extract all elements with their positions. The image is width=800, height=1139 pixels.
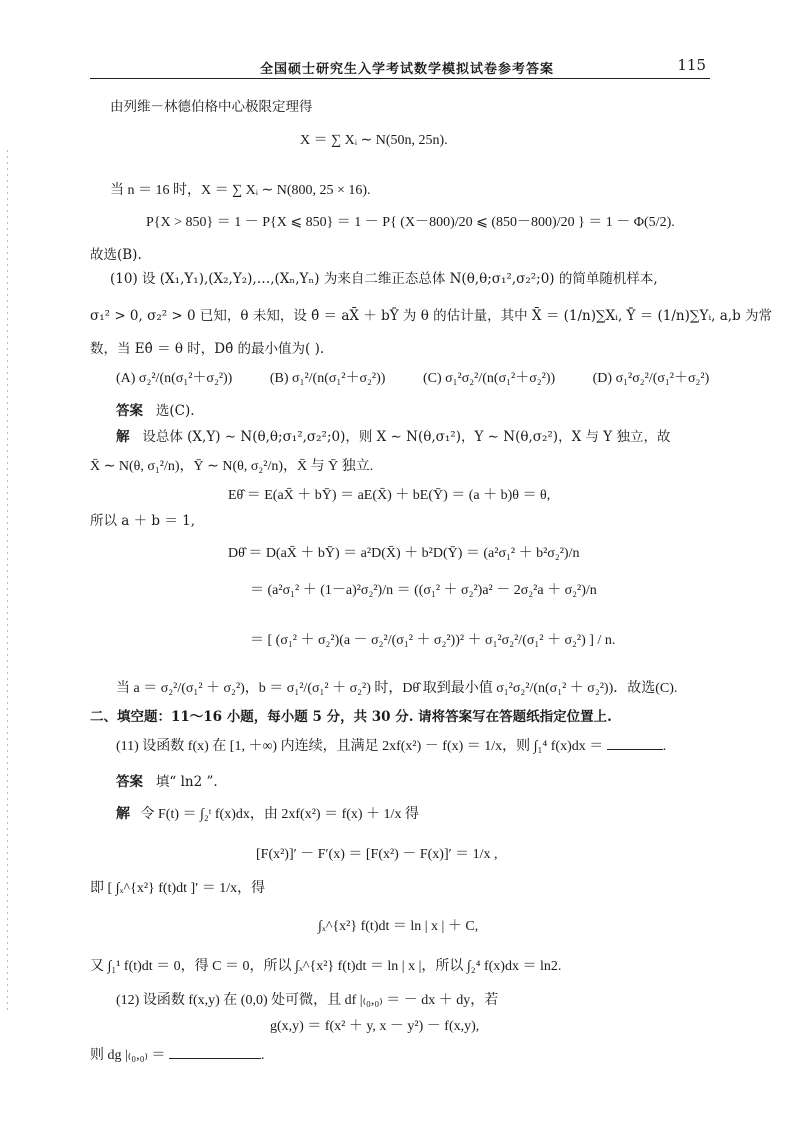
solution-11-conclusion: 又 ∫₁¹ f(t)dt ＝ 0，得 C ＝ 0，所以 ∫ₓ^{x²} f(t)dt ＝ ln | x |，所以 ∫₂⁴ f(x)dx ＝ ln2. <box>90 959 562 974</box>
question-10-stem: σ₁² > 0, σ₂² > 0 已知，θ 未知，设 θ̂ ＝ aX̄ ＋ bȲ 为 θ 的估计量，其中 X̄ ＝ (1/n)∑Xᵢ, Ȳ ＝ (1/n)∑Yᵢ, a,b 为常 <box>90 308 773 324</box>
question-12-stem: (12) 设函数 f(x,y) 在 (0,0) 处可微，且 df |₍₀,₀₎ ＝ － dx ＋ dy，若 <box>116 993 499 1008</box>
answer-10 <box>116 402 195 420</box>
solution-10-line <box>116 428 670 446</box>
solution-text: 设总体 (X,Y) ∼ N(θ,θ;σ₁²,σ₂²;0)，则 X ∼ N(θ,σ₁²)，Y ∼ N(θ,σ₂²)，X 与 Y 独立，故 <box>142 429 671 445</box>
solution-label: 解 <box>116 429 130 445</box>
equation-variance: ＝ (a²σ₁² ＋ (1－a)²σ₂²)/n ＝ ((σ₁² ＋ σ₂²)a² － 2σ₂²a ＋ σ₂²)/n <box>250 583 597 598</box>
equation-variance: Dθ̂ ＝ D(aX̄ ＋ bȲ) ＝ a²D(X̄) ＋ b²D(Ȳ) ＝ (a²σ₁² ＋ b²σ₂²)/n <box>228 546 580 561</box>
equation-n16: 当 n ＝ 16 时，X ＝ ∑ Xᵢ ∼ N(800, 25 × 16). <box>110 183 371 198</box>
answer-blank-12 <box>169 1046 261 1059</box>
solution-label: 解 <box>116 807 130 822</box>
header-title: 全国硕士研究生入学考试数学模拟试卷参考答案 <box>260 62 555 77</box>
question-12-ask: 则 dg |₍₀,₀₎ ＝ . <box>90 1048 265 1063</box>
question-10-stem: (10) 设 (X₁,Y₁),(X₂,Y₂),…,(Xₙ,Yₙ) 为来自二维正态总体 N(θ,θ;σ₁²,σ₂²;0) 的简单随机样本, <box>110 271 658 287</box>
option-c: (C) σ₁²σ₂²/(n(σ₁²＋σ₂²)) <box>422 371 556 386</box>
equation-derivative: [F(x²)]′ － F′(x) ＝ [F(x²) － F(x)]′ ＝ 1/x , <box>256 847 498 862</box>
running-header <box>90 56 710 79</box>
solution-11-line <box>116 806 419 824</box>
equation-integral: ∫ₓ^{x²} f(t)dt ＝ ln | x | ＋ C, <box>318 919 479 934</box>
equation-clt: X ＝ ∑ Xᵢ ∼ N(50n, 25n). <box>300 133 448 148</box>
question-12-text: 则 dg |₍₀,₀₎ ＝ <box>90 1048 166 1063</box>
option-d: (D) σ₁²σ₂²/(σ₁²＋σ₂²) <box>592 371 710 386</box>
question-11-stem: (11) 设函数 f(x) 在 [1, ＋∞) 内连续，且满足 2xf(x²) － f(x) ＝ 1/x，则 ∫₁⁴ f(x)dx ＝ . <box>116 739 667 754</box>
answer-value: 填“ ln2 ”. <box>155 774 218 790</box>
answer-label: 答案 <box>116 774 143 790</box>
equation-probability: P{X > 850} ＝ 1 － P{X ⩽ 850} ＝ 1 － P{ (X－800)/20 ⩽ (850－800)/20 } ＝ 1 － Φ(5/2). <box>146 215 675 230</box>
question-10-stem: 数，当 Eθ̂ ＝ θ 时，Dθ̂ 的最小值为( ). <box>90 341 325 357</box>
section-heading-fill-in: 二、填空题：11～16 小题，每小题 5 分，共 30 分. 请将答案写在答题纸指定位置上. <box>90 709 612 725</box>
solution-10-conclusion: 当 a ＝ σ₂²/(σ₁² ＋ σ₂²)，b ＝ σ₁²/(σ₁² ＋ σ₂²) 时，Dθ̂ 取到最小值 σ₁²σ₂²/(n(σ₁² ＋ σ₂²))．故选(C). <box>116 681 678 696</box>
question-10-options <box>116 370 709 388</box>
answer-value: 选(C). <box>155 403 195 419</box>
answer-blank-11 <box>607 737 663 750</box>
equation-g: g(x,y) ＝ f(x² ＋ y, x － y²) － f(x,y), <box>270 1019 480 1034</box>
solution-text: 令 F(t) ＝ ∫₂ᵗ f(x)dx，由 2xf(x²) ＝ f(x) ＋ 1/x 得 <box>140 807 419 822</box>
text-line: 故选(B). <box>90 247 142 263</box>
option-b: (B) σ₁²/(n(σ₁²＋σ₂²)) <box>269 371 386 386</box>
option-a: (A) σ₂²/(n(σ₁²＋σ₂²)) <box>116 371 233 386</box>
text-line: 由列维－林德伯格中心极限定理得 <box>110 99 313 115</box>
solution-11-line: 即 [ ∫ₓ^{x²} f(t)dt ]′ ＝ 1/x，得 <box>90 881 266 896</box>
equation-variance: ＝ [ (σ₁² ＋ σ₂²)(a － σ₂²/(σ₁² ＋ σ₂²))² ＋ σ₁²σ₂²/(σ₁² ＋ σ₂²) ] / n. <box>250 633 616 648</box>
solution-10-line: X̄ ∼ N(θ, σ₁²/n)，Ȳ ∼ N(θ, σ₂²/n)，X̄ 与 Ȳ 独立. <box>90 459 374 474</box>
answer-11 <box>116 773 218 791</box>
page-number: 115 <box>677 56 706 74</box>
question-11-text: (11) 设函数 f(x) 在 [1, ＋∞) 内连续，且满足 2xf(x²) － f(x) ＝ 1/x，则 ∫₁⁴ f(x)dx ＝ <box>116 739 604 754</box>
binding-margin-line <box>7 150 8 1010</box>
text-line: 所以 a ＋ b ＝ 1, <box>90 513 196 529</box>
equation-expectation: Eθ̂ ＝ E(aX̄ ＋ bȲ) ＝ aE(X̄) ＋ bE(Ȳ) ＝ (a ＋ b)θ ＝ θ, <box>228 488 551 503</box>
answer-label: 答案 <box>116 403 143 419</box>
